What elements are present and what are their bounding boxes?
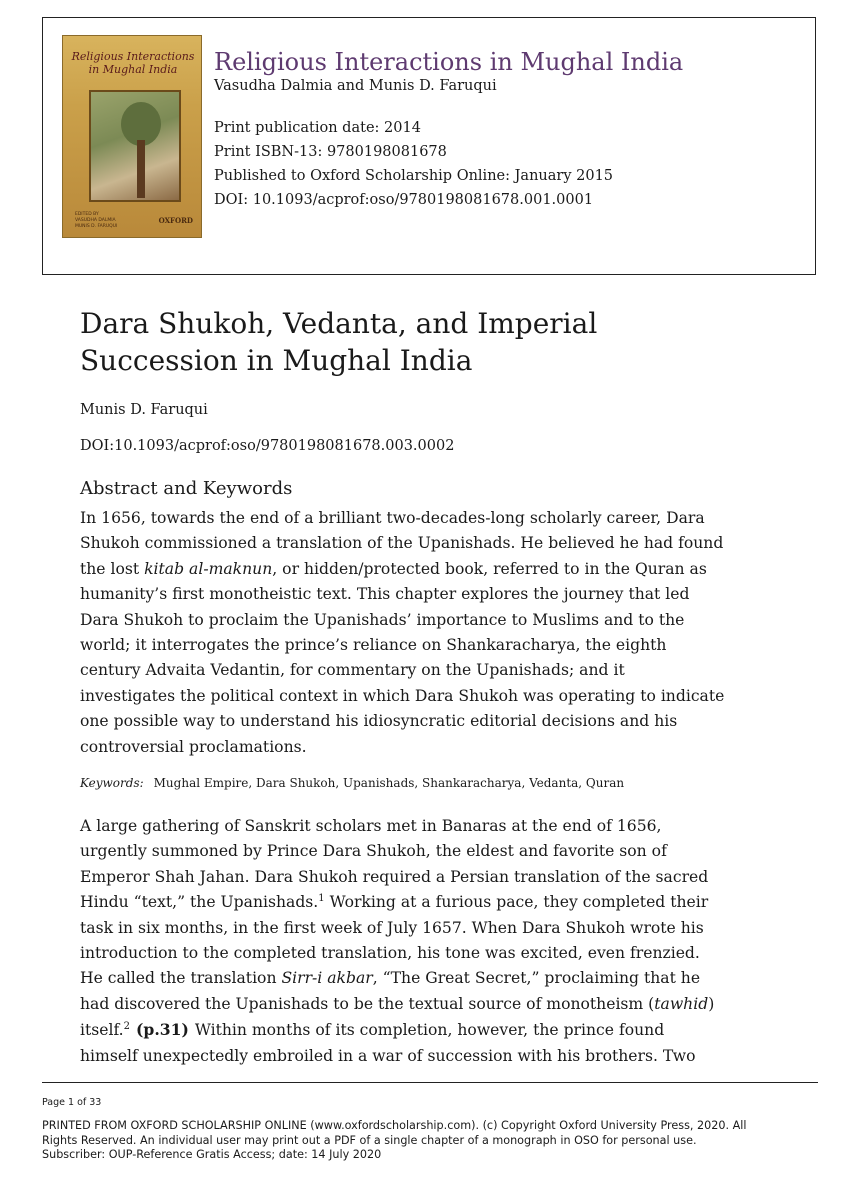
page-reference: (p.31) bbox=[136, 1020, 189, 1040]
keywords-list: Mughal Empire, Dara Shukoh, Upanishads, Shankaracharya, Vedanta, Quran bbox=[153, 776, 625, 790]
abstract-line: century Advaita Vedantin, for commentary on the Upanishads; and it bbox=[80, 661, 625, 680]
abstract-line: investigates the political context in which Dara Shukoh was operating to indicate bbox=[80, 686, 725, 705]
body-line bbox=[80, 1017, 790, 1043]
abstract-text bbox=[80, 506, 780, 760]
abstract-line: In 1656, towards the end of a brilliant two-decades-long scholarly career, Dara bbox=[80, 509, 705, 527]
body-italic-term: tawhid bbox=[654, 994, 709, 1013]
body-text-span: itself. bbox=[80, 1021, 124, 1040]
footer-divider bbox=[42, 1082, 818, 1083]
body-text bbox=[80, 814, 790, 1069]
footer-line: Subscriber: OUP-Reference Gratis Access; date: 14 July 2020 bbox=[42, 1148, 382, 1161]
abstract-line: one possible way to understand his idiosyncratic editorial decisions and his bbox=[80, 712, 678, 731]
body-line: A large gathering of Sanskrit scholars met in Banaras at the end of 1656, bbox=[80, 817, 662, 835]
keywords bbox=[80, 776, 624, 790]
body-line bbox=[80, 992, 790, 1017]
footnote-ref-2[interactable]: 2 bbox=[123, 1021, 131, 1033]
body-text-span: He called the translation bbox=[80, 969, 282, 988]
body-text-span: Working at a furious pace, they completed their bbox=[324, 893, 709, 912]
cover-title bbox=[71, 50, 195, 76]
body-italic-term: Sirr-i akbar bbox=[281, 969, 373, 988]
body-line bbox=[80, 890, 790, 915]
abstract-heading: Abstract and Keywords bbox=[80, 478, 293, 499]
footer-line: PRINTED FROM OXFORD SCHOLARSHIP ONLINE (www.oxfordscholarship.com). (c) Copyright Oxford University Press, 2020. All bbox=[42, 1119, 747, 1132]
body-text-span: , “The Great Secret,” proclaiming that he bbox=[372, 969, 701, 988]
book-authors: Vasudha Dalmia and Munis D. Faruqui bbox=[214, 78, 497, 94]
print-isbn: Print ISBN-13: 9780198081678 bbox=[214, 144, 447, 160]
body-text-span: Within months of its completion, however, the prince found bbox=[194, 1021, 665, 1040]
body-line: urgently summoned by Prince Dara Shukoh, the eldest and favorite son of bbox=[80, 842, 667, 861]
cover-edited-by: EDITED BY bbox=[75, 212, 99, 217]
cover-title-line-1: Religious Interactions bbox=[71, 50, 195, 63]
abstract-line: Shukoh commissioned a translation of the Upanishads. He believed he had found bbox=[80, 534, 724, 553]
chapter-doi: DOI:10.1093/acprof:oso/9780198081678.003.0002 bbox=[80, 438, 455, 454]
cover-editors bbox=[75, 212, 145, 230]
cover-editor-1: VASUDHA DALMIA bbox=[75, 218, 116, 223]
body-text-span: had discovered the Upanishads to be the textual source of monotheism ( bbox=[80, 994, 655, 1013]
body-line bbox=[80, 966, 790, 991]
body-line: task in six months, in the first week of July 1657. When Dara Shukoh wrote his bbox=[80, 918, 704, 937]
book-info-box bbox=[42, 17, 816, 275]
book-title: Religious Interactions in Mughal India bbox=[214, 48, 684, 76]
keywords-label: Keywords: bbox=[80, 776, 144, 790]
cover-publisher-logo: OXFORD bbox=[158, 216, 193, 225]
abstract-text-span: , or hidden/protected book, referred to in the Quran as bbox=[272, 559, 707, 578]
body-line: himself unexpectedly embroiled in a war of succession with his brothers. Two bbox=[80, 1046, 696, 1065]
cover-title-line-2: in Mughal India bbox=[88, 63, 178, 76]
footer-line: Rights Reserved. An individual user may print out a PDF of a single chapter of a monograph in OSO for personal use. bbox=[42, 1133, 697, 1147]
abstract-text-span: the lost bbox=[80, 559, 145, 578]
footnote-ref-1[interactable]: 1 bbox=[318, 893, 325, 905]
chapter-title bbox=[80, 305, 720, 379]
book-metadata bbox=[214, 116, 613, 212]
book-cover-image bbox=[62, 35, 202, 238]
abstract-line: world; it interrogates the prince’s reliance on Shankaracharya, the eighth bbox=[80, 636, 667, 655]
abstract-italic-term: kitab al-maknun bbox=[144, 559, 273, 578]
abstract-line: controversial proclamations. bbox=[80, 737, 307, 756]
abstract-line: humanity’s first monotheistic text. This chapter explores the journey that led bbox=[80, 585, 690, 604]
body-line: Emperor Shah Jahan. Dara Shukoh required a Persian translation of the sacred bbox=[80, 867, 709, 886]
chapter-title-line-2: Succession in Mughal India bbox=[80, 344, 473, 377]
abstract-line: Dara Shukoh to proclaim the Upanishads’ importance to Muslims and to the bbox=[80, 610, 685, 629]
abstract-line bbox=[80, 557, 780, 582]
cover-editor-2: MUNIS D. FARUQUI bbox=[75, 224, 118, 229]
body-text-span: ) bbox=[708, 994, 715, 1013]
book-doi: DOI: 10.1093/acprof:oso/9780198081678.001.0001 bbox=[214, 192, 594, 208]
body-text-span: Hindu “text,” the Upanishads. bbox=[80, 893, 319, 912]
print-publication-date: Print publication date: 2014 bbox=[214, 120, 421, 136]
page-number: Page 1 of 33 bbox=[42, 1097, 102, 1108]
chapter-title-line-1: Dara Shukoh, Vedanta, and Imperial bbox=[80, 307, 598, 340]
published-online-date: Published to Oxford Scholarship Online: January 2015 bbox=[214, 168, 614, 184]
copyright-footer bbox=[42, 1119, 818, 1163]
cover-painting bbox=[89, 90, 181, 202]
body-line: introduction to the completed translation, his tone was excited, even frenzied. bbox=[80, 944, 700, 963]
chapter-author: Munis D. Faruqui bbox=[80, 402, 208, 418]
